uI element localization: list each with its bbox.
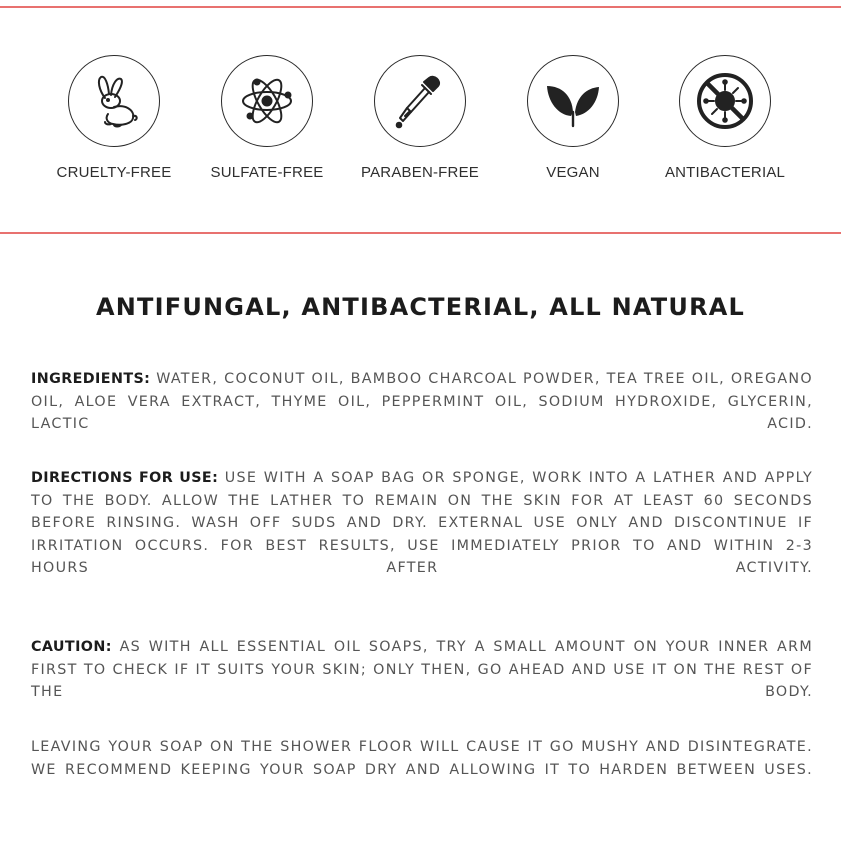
- ingredients-label: INGREDIENTS:: [31, 371, 151, 387]
- ingredients-section: [31, 368, 813, 436]
- bottom-divider: [0, 232, 841, 234]
- feature-badges: [0, 55, 841, 195]
- badge-label: VEGAN: [546, 164, 600, 181]
- ingredients-text: WATER, COCONUT OIL, BAMBOO CHARCOAL POWDER, TEA TREE OIL, OREGANO OIL, ALOE VERA EXTRACT, THYME OIL, PEPPERMINT OIL, SODIUM HYDROXIDE, GLYCERIN, LACTIC ACID.: [31, 371, 813, 433]
- atom-icon: [221, 55, 313, 147]
- badge-label: PARABEN-FREE: [361, 164, 479, 181]
- leaves-icon: [527, 55, 619, 147]
- caution-text: AS WITH ALL ESSENTIAL OIL SOAPS, TRY A SMALL AMOUNT ON YOUR INNER ARM FIRST TO CHECK IF IT SUITS YOUR SKIN; ONLY THEN, GO AHEAD AND USE IT ON THE REST OF THE BODY.: [31, 639, 813, 701]
- badge-label: ANTIBACTERIAL: [664, 164, 786, 181]
- rabbit-icon: [68, 55, 160, 147]
- storage-note: LEAVING YOUR SOAP ON THE SHOWER FLOOR WILL CAUSE IT GO MUSHY AND DISINTEGRATE. WE RECOMMEND KEEPING YOUR SOAP DRY AND ALLOWING IT TO HARDEN BETWEEN USES.: [31, 739, 813, 778]
- no-bacteria-icon: [679, 55, 771, 147]
- badge-antibacterial: [650, 55, 800, 181]
- directions-text: USE WITH A SOAP BAG OR SPONGE, WORK INTO A LATHER AND APPLY TO THE BODY. ALLOW THE LATHER TO REMAIN ON THE SKIN FOR AT LEAST 60 SECONDS BEFORE RINSING. WASH OFF SUDS AND DRY. EXTERNAL USE ONLY AND DISCONTINUE IF IRRITATION OCCURS. FOR BEST RESULTS, USE IMMEDIATELY PRIOR TO AND WITHIN 2-3 HOURS AFTER ACTIVITY.: [31, 470, 813, 577]
- badge-vegan: [498, 55, 648, 181]
- caution-section: [31, 636, 813, 704]
- headline: ANTIFUNGAL, ANTIBACTERIAL, ALL NATURAL: [95, 293, 746, 321]
- badge-label: CRUELTY-FREE: [56, 164, 172, 181]
- badge-cruelty-free: [39, 55, 189, 181]
- badge-paraben-free: [345, 55, 495, 181]
- badge-label: SULFATE-FREE: [210, 164, 324, 181]
- dropper-icon: [374, 55, 466, 147]
- top-divider: [0, 6, 841, 8]
- directions-section: [31, 467, 813, 580]
- caution-label: CAUTION:: [31, 639, 112, 655]
- directions-label: DIRECTIONS FOR USE:: [31, 470, 219, 486]
- badge-sulfate-free: [192, 55, 342, 181]
